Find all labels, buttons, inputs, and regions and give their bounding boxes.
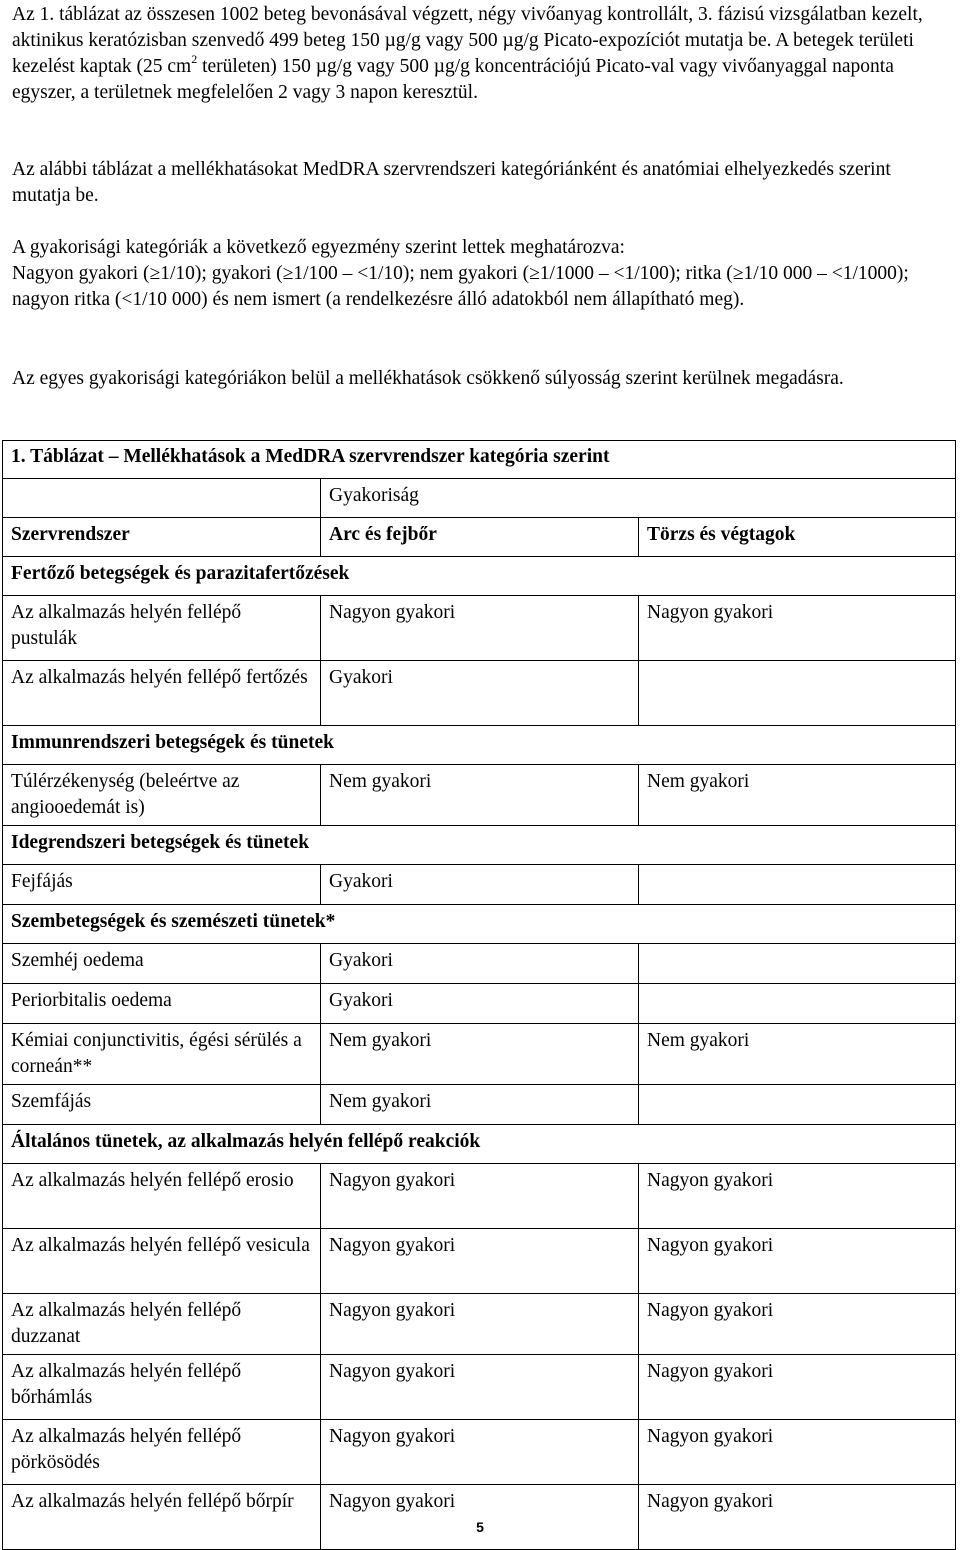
frequency-trunk: Nagyon gyakori xyxy=(639,1355,956,1420)
intro-paragraph-4: Az egyes gyakorisági kategóriákon belül a mellékhatások csökkenő súlyosság szerint kerülnek megadásra. xyxy=(12,368,844,389)
table-row xyxy=(3,596,956,661)
column-header-soc: Szervrendszer xyxy=(3,518,321,557)
table-title-row xyxy=(3,441,956,479)
soc-heading: Fertőző betegségek és parazitafertőzések xyxy=(3,557,956,596)
intro-paragraph-1 xyxy=(12,2,952,106)
reaction-name: Az alkalmazás helyén fellépő bőrpír xyxy=(3,1485,321,1550)
empty-cell xyxy=(3,479,321,518)
table-row xyxy=(3,1420,956,1485)
frequency-trunk xyxy=(639,984,956,1024)
frequency-definition-text: Nagyon gyakori (≥1/10); gyakori (≥1/100 – <1/10); nem gyakori (≥1/1000 – <1/100); ritka (≥1/10 000 – <1/1000); nagyon ritka (<1/10 000) és nem ismert (a rendelkezésre álló adatokból nem állapítható meg). xyxy=(12,263,909,310)
frequency-trunk: Nagyon gyakori xyxy=(639,1229,956,1294)
column-header-face: Arc és fejbőr xyxy=(321,518,639,557)
table-row xyxy=(3,1229,956,1294)
intro-text-1a: Az 1. táblázat az összesen 1002 beteg bevonásával végzett, négy vivőanyag kontrollált, 3. fázisú vizsgálatban kezelt, aktinikus keratózisban szenvedő 499 beteg 150 µg/g vagy 500 µg/g Picato-expozíciót mutatja be. A betegek területi kezelést kaptak (25 cm xyxy=(12,4,923,77)
frequency-face: Gyakori xyxy=(321,661,639,726)
frequency-trunk xyxy=(639,1085,956,1125)
frequency-face: Nagyon gyakori xyxy=(321,596,639,661)
frequency-header xyxy=(321,479,956,518)
reaction-name: Periorbitalis oedema xyxy=(3,984,321,1024)
frequency-trunk: Nagyon gyakori xyxy=(639,1164,956,1229)
frequency-trunk: Nem gyakori xyxy=(639,765,956,826)
frequency-face: Nagyon gyakori xyxy=(321,1229,639,1294)
frequency-header-row xyxy=(3,479,956,518)
reaction-name: Az alkalmazás helyén fellépő erosio xyxy=(3,1164,321,1229)
frequency-trunk: Nagyon gyakori xyxy=(639,1294,956,1355)
table-row xyxy=(3,944,956,984)
adverse-reactions-table xyxy=(2,440,956,1550)
reaction-name: Az alkalmazás helyén fellépő pustulák xyxy=(3,596,321,661)
frequency-face: Nagyon gyakori xyxy=(321,1485,639,1550)
table-row xyxy=(3,1294,956,1355)
frequency-face: Gyakori xyxy=(321,944,639,984)
soc-heading: Általános tünetek, az alkalmazás helyén fellépő reakciók xyxy=(3,1125,956,1164)
intro-paragraph-2: Az alábbi táblázat a mellékhatásokat MedDRA szervrendszeri kategóriánként és anatómiai elhelyezkedés szerint mutatja be. xyxy=(12,159,891,206)
table-row xyxy=(3,1024,956,1085)
column-header-trunk: Törzs és végtagok xyxy=(639,518,956,557)
reaction-name: Szemfájás xyxy=(3,1085,321,1125)
frequency-trunk xyxy=(639,944,956,984)
frequency-trunk: Nagyon gyakori xyxy=(639,596,956,661)
superscript: 2 xyxy=(191,51,198,66)
table-row xyxy=(3,1164,956,1229)
reaction-name: Az alkalmazás helyén fellépő vesicula xyxy=(3,1229,321,1294)
intro-text-1b: területen) 150 µg/g vagy 500 µg/g koncentrációjú Picato-val vagy vivőanyaggal naponta egyszer, a területnek megfelelően 2 vagy 3 napon keresztül. xyxy=(12,56,894,103)
table-row xyxy=(3,1085,956,1125)
table-row xyxy=(3,661,956,726)
soc-heading: Szembetegségek és szemészeti tünetek* xyxy=(3,905,956,944)
frequency-trunk: Nem gyakori xyxy=(639,1024,956,1085)
frequency-face: Nagyon gyakori xyxy=(321,1420,639,1485)
soc-heading: Idegrendszeri betegségek és tünetek xyxy=(3,826,956,865)
table-row xyxy=(3,826,956,865)
frequency-face: Nagyon gyakori xyxy=(321,1294,639,1355)
frequency-definition-heading: A gyakorisági kategóriák a következő egyezmény szerint lettek meghatározva: xyxy=(12,237,625,258)
frequency-face: Nem gyakori xyxy=(321,1085,639,1125)
table-row xyxy=(3,1355,956,1420)
table-row xyxy=(3,1125,956,1164)
table-row xyxy=(3,865,956,905)
frequency-face: Nem gyakori xyxy=(321,1024,639,1085)
table-row xyxy=(3,905,956,944)
intro-paragraph-3 xyxy=(12,235,952,313)
column-header-row xyxy=(3,518,956,557)
reaction-name: Túlérzékenység (beleértve az angiooedemát is) xyxy=(3,765,321,826)
reaction-name: Az alkalmazás helyén fellépő fertőzés xyxy=(3,661,321,726)
reaction-name: Az alkalmazás helyén fellépő duzzanat xyxy=(3,1294,321,1355)
reaction-name: Szemhéj oedema xyxy=(3,944,321,984)
reaction-name: Az alkalmazás helyén fellépő pörkösödés xyxy=(3,1420,321,1485)
frequency-header-label: Gyakoriság xyxy=(329,485,419,506)
page-number: 5 xyxy=(476,1519,484,1535)
table-row xyxy=(3,726,956,765)
table-row xyxy=(3,984,956,1024)
frequency-face: Gyakori xyxy=(321,865,639,905)
table-row xyxy=(3,765,956,826)
table-row xyxy=(3,1485,956,1550)
frequency-face: Nem gyakori xyxy=(321,765,639,826)
frequency-trunk: Nagyon gyakori xyxy=(639,1485,956,1550)
frequency-trunk xyxy=(639,661,956,726)
table-row xyxy=(3,557,956,596)
frequency-face: Gyakori xyxy=(321,984,639,1024)
frequency-trunk: Nagyon gyakori xyxy=(639,1420,956,1485)
reaction-name: Az alkalmazás helyén fellépő bőrhámlás xyxy=(3,1355,321,1420)
reaction-name: Kémiai conjunctivitis, égési sérülés a corneán** xyxy=(3,1024,321,1085)
frequency-face: Nagyon gyakori xyxy=(321,1164,639,1229)
table-title: 1. Táblázat – Mellékhatások a MedDRA szervrendszer kategória szerint xyxy=(3,441,956,479)
soc-heading: Immunrendszeri betegségek és tünetek xyxy=(3,726,956,765)
frequency-trunk xyxy=(639,865,956,905)
reaction-name: Fejfájás xyxy=(3,865,321,905)
frequency-face: Nagyon gyakori xyxy=(321,1355,639,1420)
